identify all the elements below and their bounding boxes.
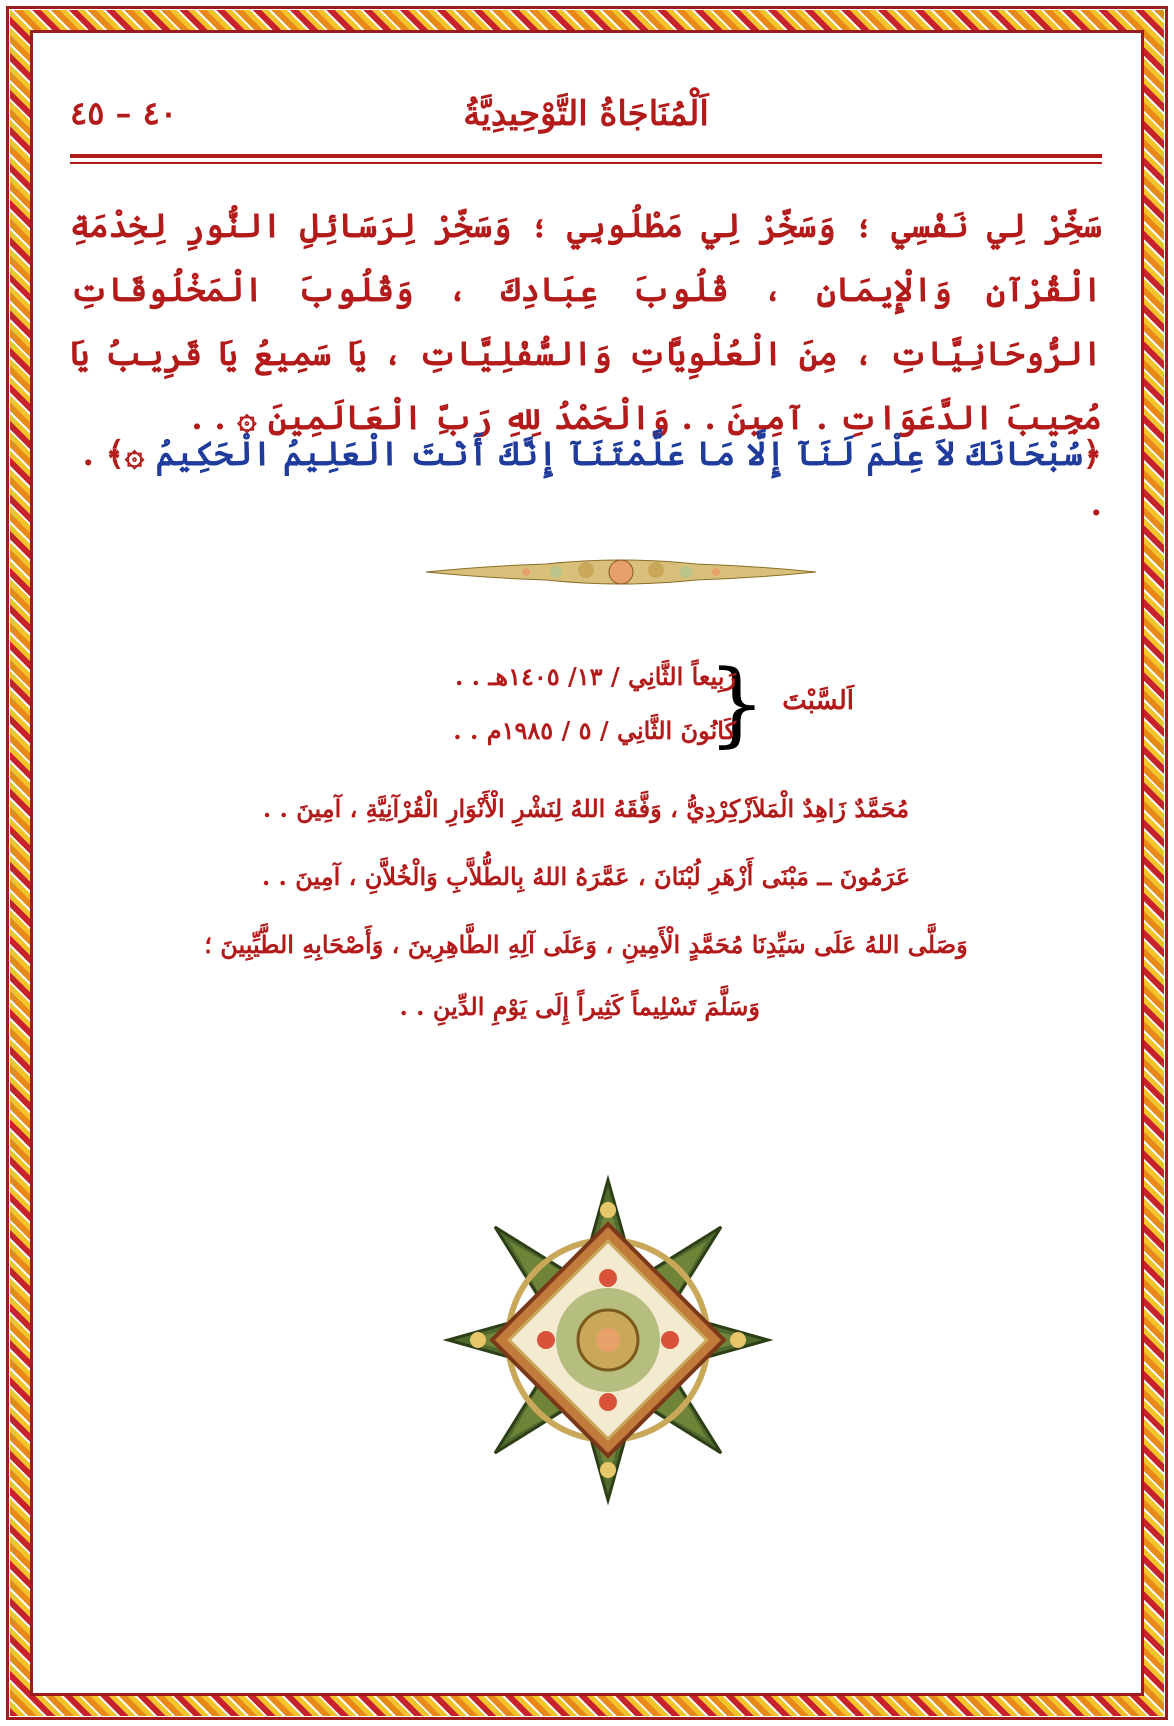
verse-open-bracket: ﴿ — [1082, 434, 1102, 473]
signature-author: مُحَمَّدٌ زَاهِدٌ الْمَلاَزْكِرْدِيُّ ، وَفَّقَهُ اللهُ لِنَشْرِ الْأَنْوَارِ الْقُرْآنِيَّةِ ، آمِينَ . . — [262, 794, 910, 823]
quran-verse — [70, 429, 1102, 529]
signature-place: عَرَمُونَ ــ مَبْنَى أَزْهَرِ لُبْنَانَ ، عَمَّرَهُ اللهُ بِالطُّلاَّبِ وَالْخُلاَّنِ ، آمِينَ . . — [261, 862, 911, 891]
date-block — [394, 650, 854, 764]
brace-icon: { — [707, 650, 766, 757]
verse-flower-icon: ۞ — [124, 434, 145, 473]
supplication-paragraph: سَخِّرْ لِي نَفْسِي ؛ وَسَخِّرْ لِي مَطْلُوبِي ؛ وَسَخِّرْ لِرَسَائِلِ النُّورِ لِخِدْمَةِ الْقُرْآنِ وَالْإِيمَانِ ، قُلُوبَ عِبَادِكَ ، وَقُلُوبَ الْمَخْلُوقَاتِ الرُّوحَانِيَّاتِ ، مِنَ الْعُلْوِيَّاتِ وَالسُّفْلِيَّاتِ ، يَا سَمِيعُ يَا قَرِيبُ يَا مُجِيبَ الدَّعَوَاتِ . آمِينَ . . وَالْحَمْدُ لِلهِ رَبِّ الْعَالَمِينَ ۞ . . — [70, 206, 1102, 437]
date-gregorian: كَانُونَ الثَّانِي / ٥ / ١٩٨٥م . . — [453, 716, 736, 745]
date-day: اَلسَّبْتَ — [782, 686, 854, 716]
verse-close-bracket: ﴾ — [105, 434, 125, 473]
signature-salutation: وَصَلَّى اللهُ عَلَى سَيِّدِنَا مُحَمَّدٍ الْأَمِينِ ، وَعَلَى آلِهِ الطَّاهِرِينَ ، وَأَصْحَابِهِ الطَّيِّبِينَ ؛ — [204, 930, 968, 959]
page-range: ٤٠ – ٤٥ — [70, 94, 178, 132]
chapter-title: اَلْمُنَاجَاةُ التَّوْحِيدِيَّةُ — [463, 94, 709, 134]
header-rule-thick — [70, 154, 1102, 158]
ornamental-medallion-icon — [440, 1172, 776, 1508]
signature-closing: وَسَلَّمَ تَسْلِيماً كَثِيراً إِلَى يَوْمِ الدِّينِ . . — [399, 992, 760, 1021]
floral-divider-icon — [426, 552, 816, 592]
date-hijri: رَبِيعاً الثَّانِي / ١٣/ ١٤٠٥هـ . . — [454, 662, 736, 691]
page-content — [34, 34, 1140, 1692]
verse-text: سُبْحَانَكَ لاَ عِلْمَ لَنَآ إِلَّا مَا عَلَّمْتَنَآ إِنَّكَ أَنْتَ الْعَلِيمُ الْحَكِيمُ — [155, 434, 1083, 473]
header-rule-thin — [70, 162, 1102, 164]
verse-tail: . . — [82, 434, 1102, 523]
